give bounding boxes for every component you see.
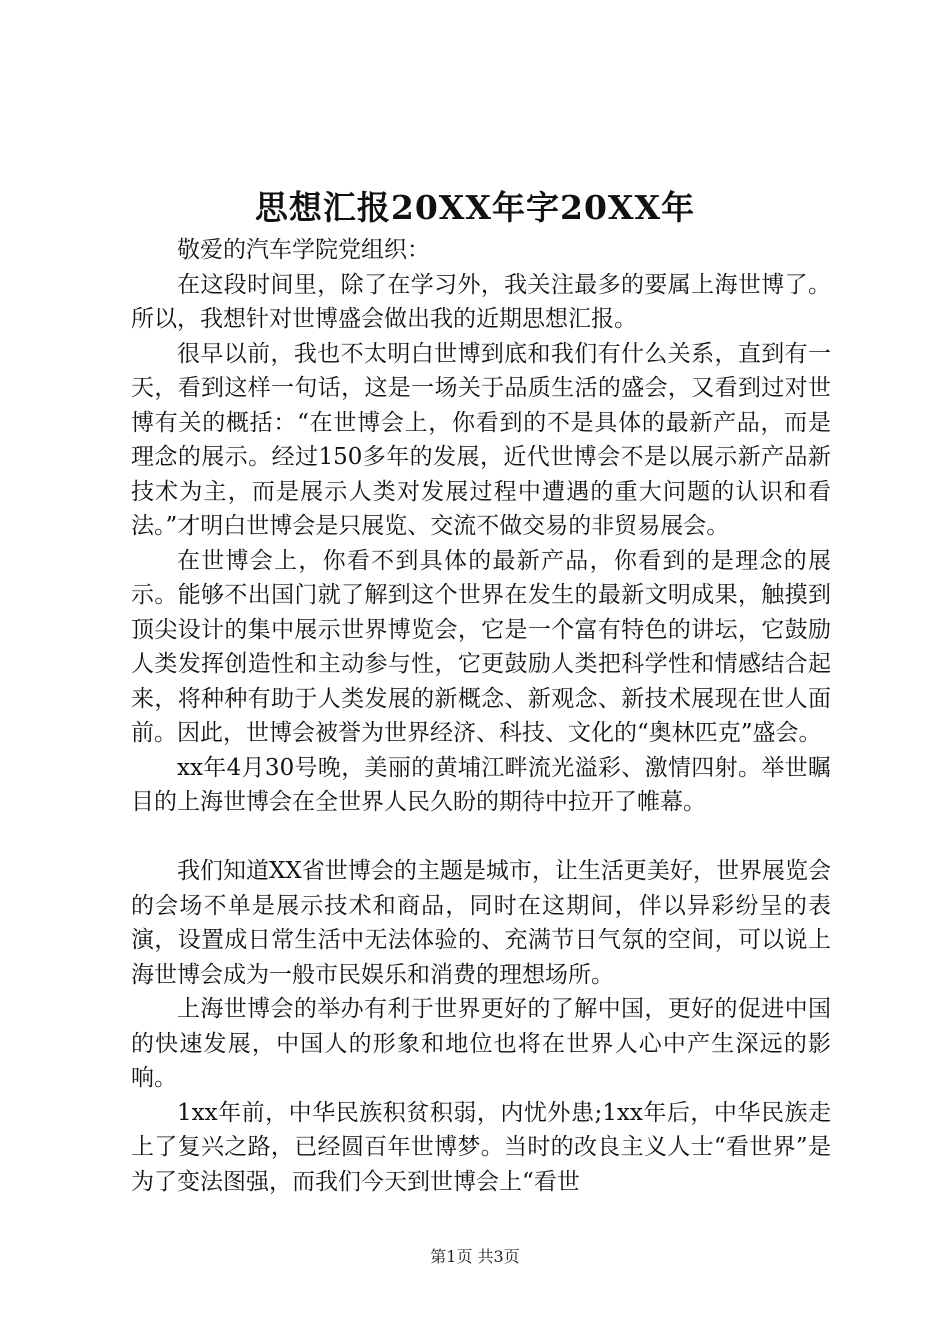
document-title: 思想汇报20XX年字20XX年 <box>254 188 696 227</box>
paragraph: 在世博会上，你看不到具体的最新产品，你看到的是理念的展示。能够不出国门就了解到这个世界在发生的最新文明成果，触摸到顶尖设计的集中展示世界博览会，它是一个富有特色的讲坛，它鼓励人类发挥创造性和主动参与性，它更鼓励人类把科学性和情感结合起来，将种种有助于人类发展的新概念、新观念、新技术展现在世人面前。因此，世博会被誉为世界经济、科技、文化的“奥林匹克”盛会。 <box>131 547 831 746</box>
salutation: 敬爱的汽车学院党组织： <box>177 237 430 263</box>
paragraph: 1xx年前，中华民族积贫积弱，内忧外患;1xx年后，中华民族走上了复兴之路，已经圆百年世博梦。当时的改良主义人士“看世界”是为了变法图强，而我们今天到世博会上“看世 <box>131 1099 831 1195</box>
paragraph-gap <box>131 820 831 855</box>
paragraph: 上海世博会的举办有利于世界更好的了解中国，更好的促进中国的快速发展，中国人的形象和地位也将在世界人心中产生深远的影响。 <box>131 996 831 1091</box>
paragraph: 很早以前，我也不太明白世博到底和我们有什么关系，直到有一天，看到这样一句话，这是一场关于品质生活的盛会，又看到过对世博有关的概括：“在世博会上，你看到的不是具体的最新产品，而是理念的展示。经过150多年的发展，近代世博会不是以展示新产品新技术为主，而是展示人类对发展过程中遭遇的重大问题的认识和看法。”才明白世博会是只展览、交流不做交易的非贸易展会。 <box>131 340 831 539</box>
document-body <box>131 233 831 1199</box>
paragraph: 我们知道XX省世博会的主题是城市，让生活更美好，世界展览会的会场不单是展示技术和商品，同时在这期间，伴以异彩纷呈的表演，设置成日常生活中无法体验的、充满节日气氛的空间，可以说上海世博会成为一般市民娱乐和消费的理想场所。 <box>131 858 831 988</box>
paragraph: 在这段时间里，除了在学习外，我关注最多的要属上海世博了。所以，我想针对世博盛会做出我的近期思想汇报。 <box>131 271 831 332</box>
page-footer: 第1页 共3页 <box>430 1247 520 1266</box>
paragraph: xx年4月30号晚，美丽的黄埔江畔流光溢彩、激情四射。举世瞩目的上海世博会在全世界人民久盼的期待中拉开了帷幕。 <box>131 754 831 815</box>
